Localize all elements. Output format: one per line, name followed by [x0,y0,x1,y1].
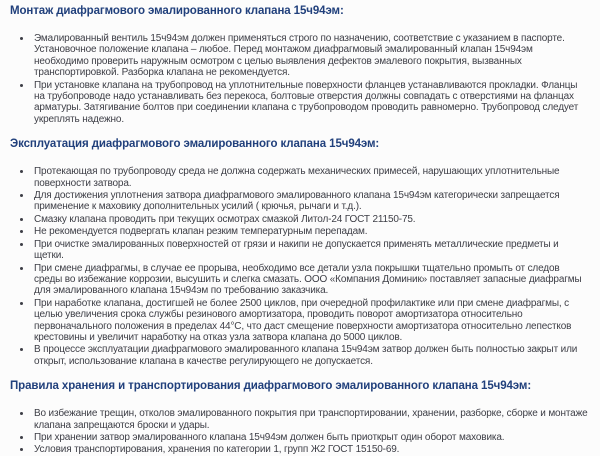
bullet-item: • При хранении затвор эмалированного клапана 15ч94эм должен быть приоткрыт один оборот маховика. [32,432,588,443]
document-section [10,380,588,456]
document-section [10,5,588,125]
bullet-item: • Во избежание трещин, отколов эмалированного покрытия при транспортировании, хранении, разборке, сборке и монтаже клапана запрещаются броски и удары. [32,408,588,431]
bullet-item: • При смене диафрагмы, в случае ее прорыва, необходимо все детали узла покрышки тщательно промыть от следов среды во избежание коррозии, высушить и слегка смазать. ООО «Компания Доминик» поставляет запасные диафрагмы для эмалированного клапана 15ч94эм по требованию заказчика. [32,263,588,297]
bullet-item: • Не рекомендуется подвергать клапан резким температурным перепадам. [32,226,588,237]
bullet-item: • Для достижения уплотнения затвора диафрагмового эмалированного клапана 15ч94эм категорически запрещается применение к маховику дополнительных усилий ( крючья, рычаги и т.д.). [32,190,588,213]
bullet-item: • При наработке клапана, достигшей не более 2500 циклов, при очередной профилактике или при смене диафрагмы, с целью увеличения срока службы резинового амортизатора, проводить поворот амортизатора относительно первоначального положения в пределах 44°С, что даст смещение поверхности амортизатора относительно лепестков крестовины и увеличит наработку на отказ узла затвора клапана до 5000 циклов. [32,298,588,344]
bullet-item: • Смазку клапана проводить при текущих осмотрах смазкой Литол-24 ГОСТ 21150-75. [32,214,588,225]
bullet-list [10,408,588,456]
bullet-item: • При очистке эмалированных поверхностей от грязи и накипи не допускается применять металлические предметы и щетки. [32,239,588,262]
bullet-item: • Протекающая по трубопроводу среда не должна содержать механических примесей, нарушающих уплотнительные поверхности затвора. [32,166,588,189]
section-heading: Правила хранения и транспортирования диафрагмового эмалированного клапана 15ч94эм: [10,380,532,393]
bullet-item: • При установке клапана на трубопровод на уплотнительные поверхности фланцев устанавливаются прокладки. Фланцы на трубопроводе надо устанавливать без перекоса, болтовые отверстия должны совпадать с отверстиями на фланцах арматуры. Затягивание болтов при соединении клапана с трубопроводом проводить равномерно. Трубопровод следует укреплять надежно. [32,80,588,126]
document-section [10,138,588,367]
bullet-item: • Условия транспортирования, хранения по категории 1, групп Ж2 ГОСТ 15150-69. [32,444,588,455]
bullet-list [10,166,588,367]
section-heading: Эксплуатация диафрагмового эмалированного клапана 15ч94эм: [10,138,380,151]
section-heading: Монтаж диафрагмового эмалированного клапана 15ч94эм: [10,5,344,17]
bullet-item: • В процессе эксплуатации диафрагмового эмалированного клапана 15ч94эм затвор должен быть полностью закрыт или открыт, использование клапана в качестве регулирующего не допускается. [32,344,588,367]
bullet-item: • Эмалированный вентиль 15ч94эм должен применяться строго по назначению, соответствие с указанием в паспорте. Установочное положение клапана – любое. Перед монтажом диафрагмовый эмалированный клапан 15ч94эм необходимо проверить наружным осмотром с целью выявления дефектов эмалевого покрытия, вызванных транспортировкой. Разборка клапана не рекомендуется. [32,33,588,79]
bullet-list [10,33,588,125]
